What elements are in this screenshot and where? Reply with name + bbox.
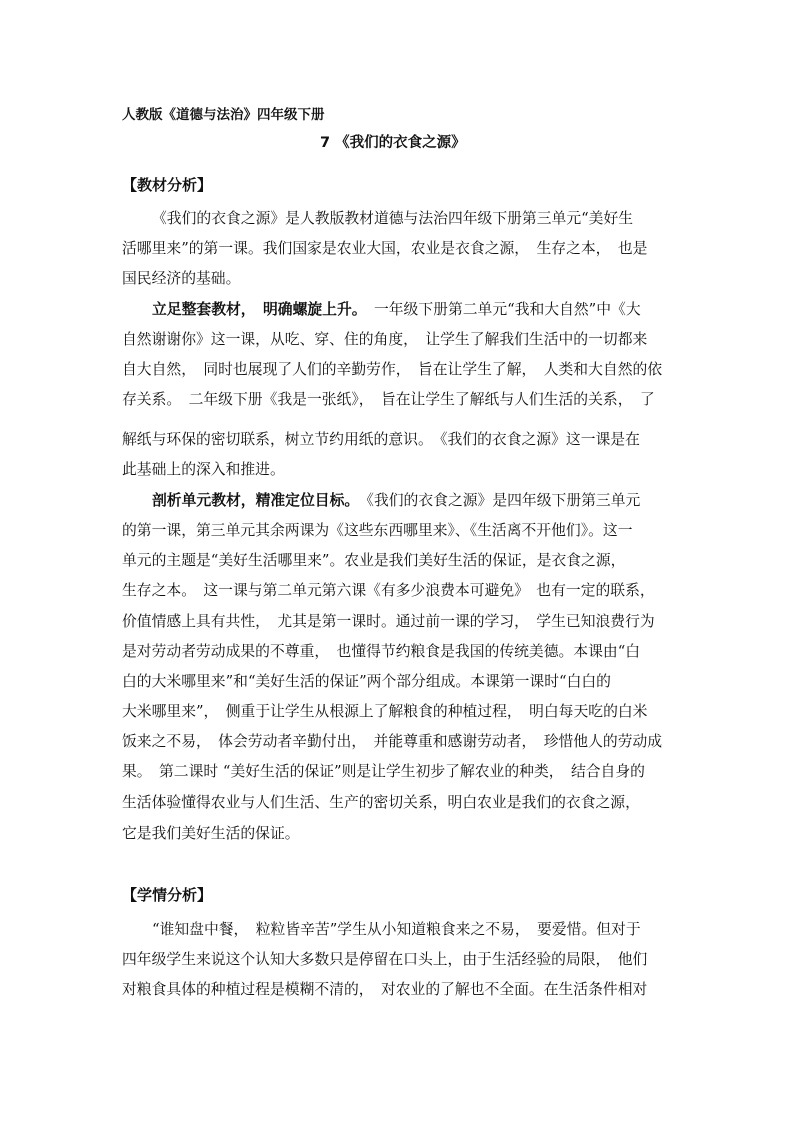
paragraph-line: 四年级学生来说这个认知大多数只是停留在口头上，由于生活经验的局限， 他们 bbox=[122, 951, 648, 968]
paragraph-line: 单元的主题是“美好生活哪里来”。农业是我们美好生活的保证，是衣食之源， bbox=[122, 552, 626, 569]
paragraph-line: 国民经济的基础。 bbox=[122, 270, 241, 287]
paragraph-line: 自然谢谢你》这一课，从吃、穿、住的角度， 让学生了解我们生活中的一切都来 bbox=[122, 331, 648, 348]
paragraph-line: 白的大米哪里来”和“美好生活的保证”两个部分组成。本课第一课时“白白的 bbox=[122, 673, 611, 690]
section-heading-textbook-analysis: 【教材分析】 bbox=[122, 176, 213, 194]
paragraph-line: 自大自然， 同时也展现了人们的辛勤劳作， 旨在让学生了解， 人类和大自然的依 bbox=[122, 361, 663, 378]
paragraph-line: 饭来之不易， 体会劳动者辛勤付出， 并能尊重和感谢劳动者， 珍惜他人的劳动成 bbox=[122, 733, 663, 750]
paragraph-line: 大米哪里来”， 侧重于让学生从根源上了解粮食的种植过程， 明白每天吃的白米 bbox=[122, 703, 648, 720]
paragraph-line-rest: 一年级下册第二单元“我和大自然”中《大 bbox=[359, 301, 641, 318]
paragraph-line bbox=[152, 298, 641, 319]
paragraph-line: 对粮食具体的种植过程是模糊不清的， 对农业的了解也不全面。在生活条件相对 bbox=[122, 981, 648, 998]
paragraph-line: 生存之本。 这一课与第二单元第六课《有多少浪费本可避免》 也有一定的联系， bbox=[122, 582, 655, 599]
paragraph-line bbox=[152, 489, 640, 510]
lesson-title: 7 《我们的衣食之源》 bbox=[320, 135, 466, 151]
paragraph-line: 存关系。 二年级下册《我是一张纸》， 旨在让学生了解纸与人们生活的关系， 了 bbox=[122, 391, 655, 408]
bold-lead-phrase: 立足整套教材， 明确螺旋上升。 bbox=[152, 301, 360, 318]
section-heading-student-analysis: 【学情分析】 bbox=[122, 886, 213, 904]
paragraph-line: 此基础上的深入和推进。 bbox=[122, 461, 285, 478]
bold-lead-phrase: 剖析单元教材，精准定位目标。 bbox=[152, 492, 352, 509]
paragraph-line: 它是我们美好生活的保证。 bbox=[122, 825, 300, 842]
paragraph-line: 解纸与环保的密切联系，树立节约用纸的意识。 《我们的衣食之源》这一课是在 bbox=[122, 431, 640, 448]
paragraph-line: 果。 第二课时 “美好生活的保证”则是让学生初步了解农业的种类， 结合自身的 bbox=[122, 763, 645, 780]
paragraph-line: 《我们的衣食之源》是人教版教材道德与法治四年级下册第三单元“美好生 bbox=[152, 210, 634, 227]
paragraph-line: 是对劳动者劳动成果的不尊重， 也懂得节约粮食是我国的传统美德。本课由“白 bbox=[122, 643, 641, 660]
paragraph-line: “谁知盘中餐， 粒粒皆辛苦”学生从小知道粮食来之不易， 要爱惜。但对于 bbox=[152, 921, 641, 938]
paragraph-line: 活哪里来”的第一课。我们国家是农业大国，农业是衣食之源， 生存之本， 也是 bbox=[122, 240, 648, 257]
paragraph-line: 生活体验懂得农业与人们生活、生产的密切关系，明白农业是我们的衣食之源， bbox=[122, 794, 640, 811]
paragraph-line: 价值情感上具有共性， 尤其是第一课时。通过前一课的学习， 学生已知浪费行为 bbox=[122, 613, 655, 630]
document-header: 人教版《道德与法治》四年级下册 bbox=[122, 107, 325, 123]
paragraph-line-rest: 《我们的衣食之源》是四年级下册第三单元 bbox=[351, 492, 641, 509]
paragraph-line: 的第一课，第三单元其余两课为《这些东西哪里来》、《生活离不开他们》。这一 bbox=[122, 522, 633, 539]
